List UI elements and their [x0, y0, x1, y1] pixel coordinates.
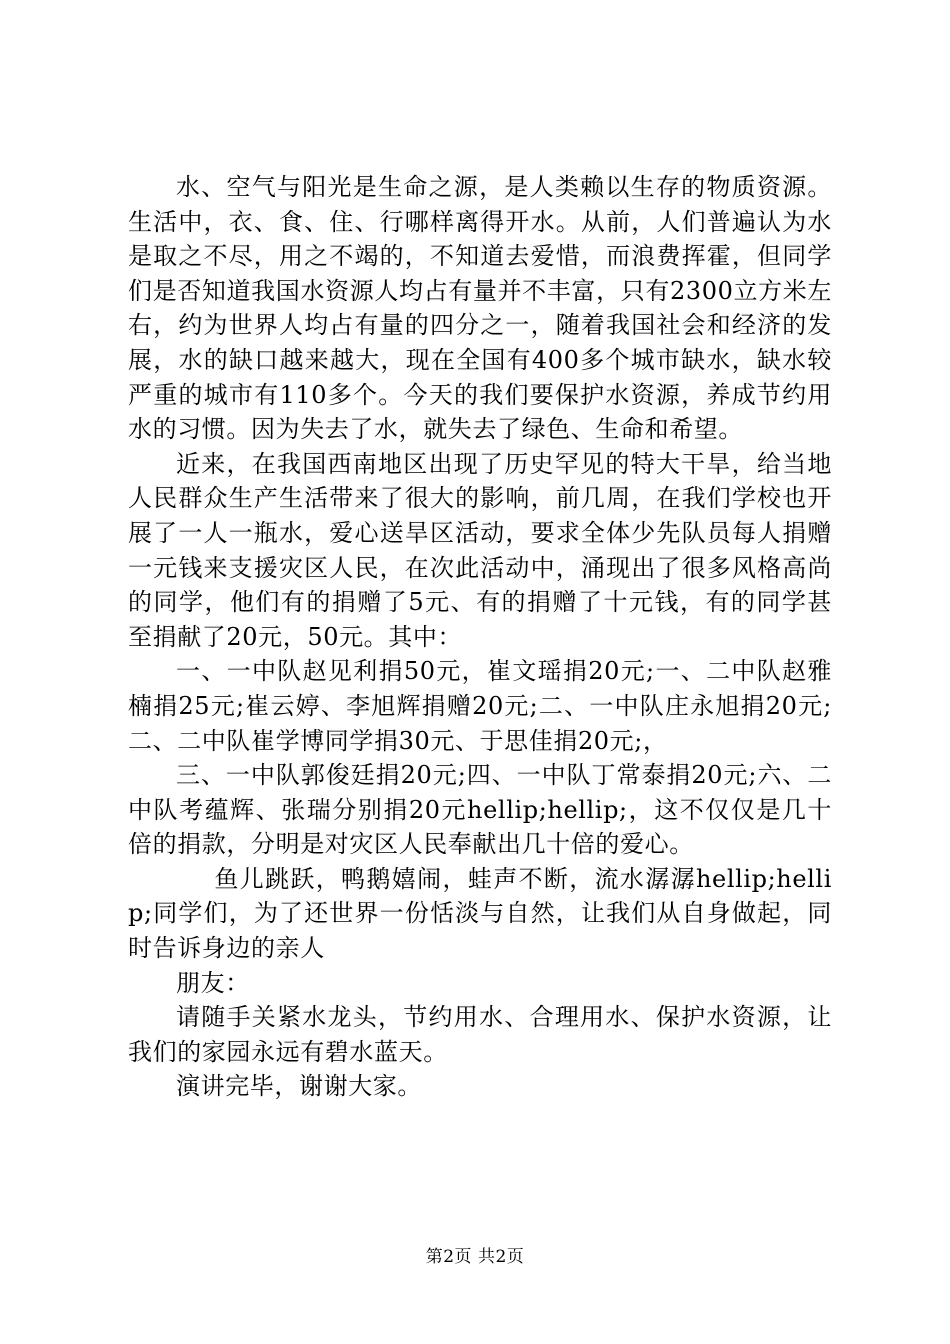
paragraph-drought-donation: 近来，在我国西南地区出现了历史罕见的特大干旱，给当地人民群众生产生活带来了很大的影响，前几周，在我们学校也开展了一人一瓶水，爱心送旱区活动，要求全体少先队员每人捐赠一元钱来支援灾区人民，在次此活动中，涌现出了很多风格高尚的同学，他们有的捐赠了5元、有的捐赠了十元钱，有的同学甚至捐献了20元，50元。其中：: [128, 449, 832, 651]
paragraph-appeal: 请随手关紧水龙头，节约用水、合理用水、保护水资源，让我们的家园永远有碧水蓝天。: [128, 1003, 832, 1066]
page-number: 第2页 共2页: [425, 1247, 525, 1267]
paragraph-nature: 鱼儿跳跃，鸭鹅嬉闹，蛙声不断，流水潺潺hellip;hellip;同学们，为了还世界一份恬淡与自然，让我们从自身做起，同时告诉身边的亲人: [128, 864, 832, 963]
document-body: [128, 170, 832, 1104]
paragraph-donors-list-1: 一、一中队赵见利捐50元，崔文瑶捐20元;一、二中队赵雅楠捐25元;崔云婷、李旭辉捐赠20元;二、一中队庄永旭捐20元;二、二中队崔学博同学捐30元、于思佳捐20元;，: [128, 657, 832, 755]
paragraph-friends: 朋友：: [176, 968, 250, 997]
paragraph-water-resources: 水、空气与阳光是生命之源，是人类赖以生存的物质资源。生活中，衣、食、住、行哪样离得开水。从前，人们普遍认为水是取之不尽，用之不竭的，不知道去爱惜，而浪费挥霍，但同学们是否知道我国水资源人均占有量并不丰富，只有2300立方米左右，约为世界人均占有量的四分之一，随着我国社会和经济的发展，水的缺口越来越大，现在全国有400多个城市缺水，缺水较严重的城市有110多个。今天的我们要保护水资源，养成节约用水的习惯。因为失去了水，就失去了绿色、生命和希望。: [128, 173, 832, 444]
paragraph-donors-list-2: 三、一中队郭俊廷捐20元;四、一中队丁常泰捐20元;六、二中队考蕴辉、张瑞分别捐20元hellip;hellip;，这不仅仅是几十倍的捐款，分明是对灾区人民奉献出几十倍的爱心。: [128, 761, 832, 859]
paragraph-closing: 演讲完毕，谢谢大家。: [176, 1072, 422, 1101]
